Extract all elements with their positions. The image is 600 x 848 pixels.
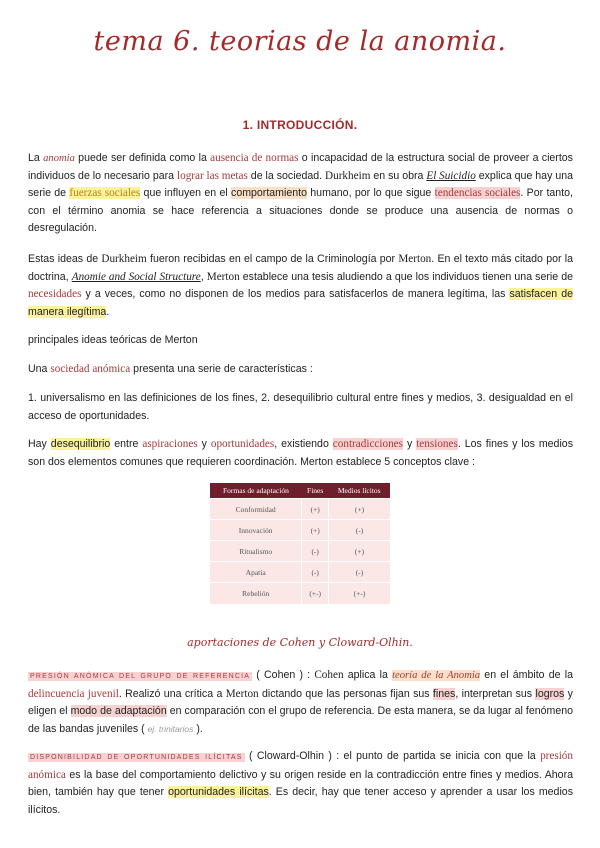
table-header-cell: Formas de adaptación: [210, 483, 302, 499]
table-cell: Conformidad: [210, 499, 302, 520]
table-cell: (+): [302, 499, 329, 520]
section-heading-introduccion: 1. INTRODUCCIÓN.: [242, 118, 358, 132]
table-cell: (+-): [302, 583, 329, 604]
table-row: [210, 562, 390, 583]
paragraph-desequilibrio: Hay desequilibrio entre aspiraciones y oportunidades, existiendo contradicciones y tensiones. Los fines y los medios son dos elementos comunes que requieren coordinación. Merton establece 5 conceptos clave :: [28, 438, 573, 468]
paragraph-principales-ideas: principales ideas teóricas de Merton: [28, 334, 198, 346]
table-header-cell: Medios lícitos: [329, 483, 390, 499]
table-row: [210, 499, 390, 520]
term-anomia: anomia: [43, 153, 75, 164]
table-cell: (-): [302, 541, 329, 562]
merton-adaptation-table: [210, 483, 390, 604]
table-cell: (+): [302, 520, 329, 541]
table-cell: (+): [329, 499, 390, 520]
book-el-suicidio: El Suicidio: [426, 169, 476, 182]
table-row: [210, 541, 390, 562]
paragraph-durkheim-merton: Estas ideas de Durkheim fueron recibidas en el campo de la Criminología por Merton. En el texto más citado por la doctrina, Anomie and Social Structure, Merton establece una tesis aludiendo a que los individuos tienen una serie de necesidades y a veces, como no disponen de los medios para satisfacerlos de manera legítima, las satisfacen de manera ilegítima.: [28, 253, 574, 318]
paragraph-anomia-definition: La anomia puede ser definida como la ausencia de normas o incapacidad de la estructura social de proveer a ciertos individuos de lo necesario para lograr las metas de la sociedad. Durkheim en su obra El Suicidio explica que hay una serie de fuerzas sociales que influyen en el comportamiento humano, por lo que sigue tendencias sociales. Por tanto, con el término anomia se hace referencia a situaciones donde se produce una ausencia de normas o desregulación.: [28, 152, 573, 234]
table-row: [210, 520, 390, 541]
table-cell: Apatía: [210, 562, 302, 583]
table-cell: (-): [302, 562, 329, 583]
section-heading-cohen-cloward: aportaciones de Cohen y Cloward-Olhin.: [187, 636, 413, 649]
label-presion-anomica: PRESIÓN ANÓMICA DEL GRUPO DE REFERENCIA: [30, 673, 251, 680]
page-title: tema 6. teorias de la anomia.: [93, 26, 507, 57]
table-header-row: [210, 483, 390, 499]
paragraph-sociedad-anomica: Una sociedad anómica presenta una serie de características :: [28, 363, 313, 375]
table-row: [210, 583, 390, 604]
label-disponibilidad-oportunidades: DISPONIBILIDAD DE OPORTUNIDADES ILÍCITAS: [30, 754, 243, 761]
table-cell: Innovación: [210, 520, 302, 541]
table-cell: (-): [329, 562, 390, 583]
table-cell: Rebelión: [210, 583, 302, 604]
table-cell: (+-): [329, 583, 390, 604]
table-cell: Ritualismo: [210, 541, 302, 562]
book-anomie-social-structure: Anomie and Social Structure: [71, 270, 201, 283]
paragraph-cohen: PRESIÓN ANÓMICA DEL GRUPO DE REFERENCIA ( Cohen ) : Cohen aplica la teoría de la Anomia en el ámbito de la delincuencia juvenil. Realizó una crítica a Merton dictando que las personas fijan sus fines, interpretan sus logros y eligen el modo de adaptación en comparación con el grupo de referencia. De esta manera, se da lugar al fenómeno de las bandas juveniles ( ej. trinitarios ).: [28, 669, 573, 735]
table-header-cell: Fines: [302, 483, 329, 499]
paragraph-cloward-olhin: DISPONIBILIDAD DE OPORTUNIDADES ILÍCITAS ( Cloward-Olhin ) : el punto de partida se inicia con que la presión anómica es la base del comportamiento delictivo y su origen reside en la contradicción entre fines y medios. Ahora bien, también hay que tener oportunidades ilícitas. Es decir, hay que tener acceso y aprender a usar los medios ilícitos.: [28, 750, 573, 816]
paragraph-caracteristicas: 1. universalismo en las definiciones de los fines, 2. desequilibrio cultural entre fines y medios, 3. desigualdad en el acceso de oportunidades.: [28, 392, 573, 422]
table-cell: (+): [329, 541, 390, 562]
table-cell: (-): [329, 520, 390, 541]
